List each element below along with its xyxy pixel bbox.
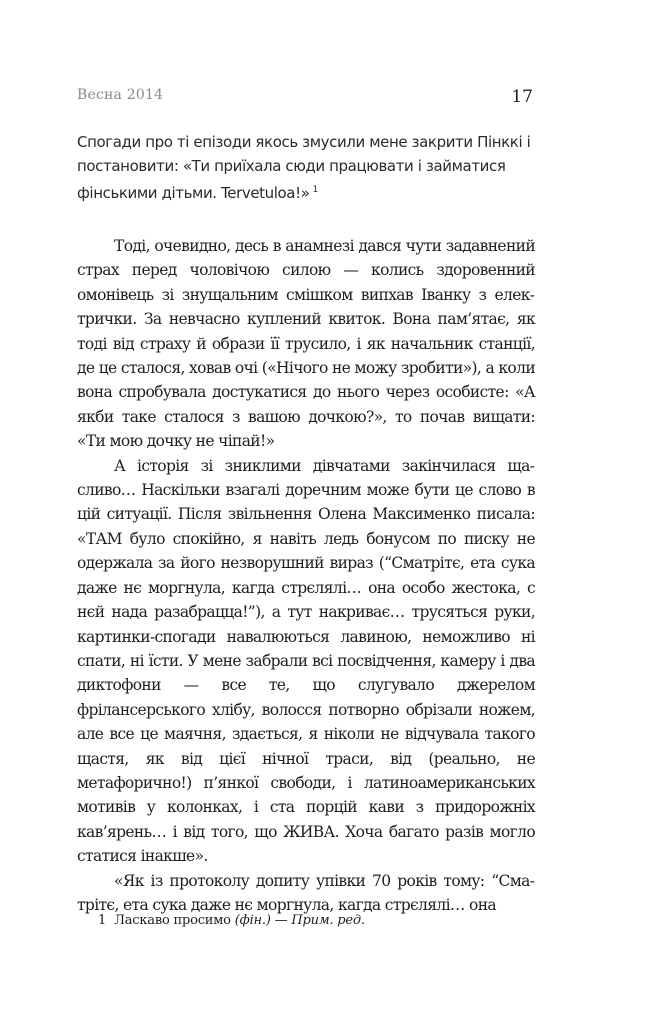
footnote xyxy=(98,913,365,928)
footnote-reference[interactable]: 1 xyxy=(312,185,318,195)
footnote-editor-note: Прим. ред. xyxy=(291,913,365,928)
paragraph: «Як із протоколу допиту упівки 70 років тому: “Сматрітє, ета сука даже нє моргнула, кагда стрєлялі… она xyxy=(77,871,535,914)
epigraph-text: Спогади про ті епізоди якось змусили мене закрити Пінккі і постановити: «Ти приїхала сюди працювати і займатися фінськими дітьми. Tervetuloa!» xyxy=(77,133,531,202)
epigraph xyxy=(77,130,535,205)
footnote-language-note: (фін.) xyxy=(234,913,271,928)
paragraph: Тоді, очевидно, десь в анамнезі дався чути задавнений страх перед чоловічою силою — колись здоровенний омонівець зі знущальним смішком випхав Іванку з електрички. За невчасно куплений квиток. Вона пам’ятає, як тоді від страху й образи її трусило, і як начальник станції, де це сталося, ховав очі («Нічого не можу зробити»), а коли вона спробувала достукатися до нього через особисте: «А якби таке сталося з вашою дочкою?», то почав вищати: «Ти мою дочку не чіпай!» xyxy=(77,237,535,451)
page-number: 17 xyxy=(511,87,533,107)
footnote-text: Ласкаво просимо xyxy=(114,913,235,928)
paragraph: А історія зі зниклими дівчатами закінчилася щасливо… Наскільки взагалі доречним може бути це слово в цій ситуації. Після звільнення Олена Максименко писала: «ТАМ було спокійно, я навіть ледь бонусом по писку не одержала за його незворушний вираз (“Сматрітє, ета сука даже нє моргнула, кагда стрєлялі… она особо жестока, с нєй нада разабрацца!”), а тут накриває… трусяться руки, картинки-спогади навалюються лавиною, неможливо ні спати, ні їсти. У мене забрали всі посвідчення, камеру і два диктофони — все те, що слугувало джерелом фрілансерського хлібу, волосся потворно обрізали ножем, але все це маячня, здається, я ніколи не відчувала такого щастя, як від цієї нічної траси, від (реально, не метафорично!) п’янкої свободи, і латиноамериканських мотивів у колонках, і ста порцій кави з придорожніх кав’ярень… і від того, що ЖИВА. Хоча багато разів могло статися інакше». xyxy=(77,456,535,866)
footnote-number: 1 xyxy=(98,913,107,928)
footnote-rule xyxy=(77,898,227,904)
footnote-dash: — xyxy=(270,913,292,928)
body-text xyxy=(77,234,535,917)
running-head: Весна 2014 xyxy=(77,87,164,103)
